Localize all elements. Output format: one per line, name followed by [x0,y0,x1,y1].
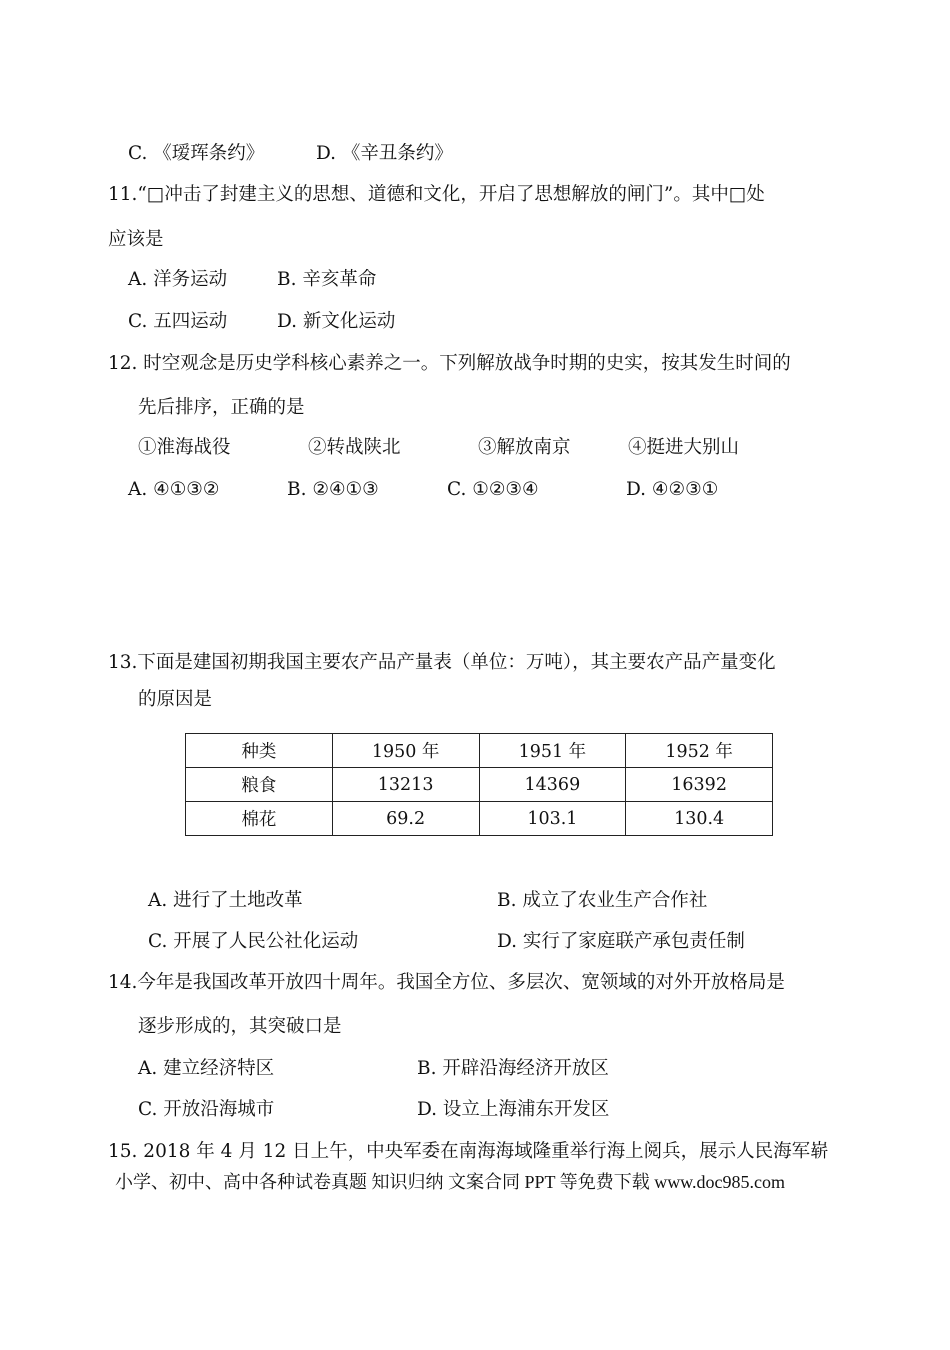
q12-event-2: ②转战陕北 [308,437,401,458]
q13-option-a: A. 进行了土地改革 [148,890,303,911]
q12-option-b: B. ②④①③ [287,479,379,500]
table-header-row [186,734,773,768]
table-cell: 棉花 [186,802,333,836]
table-header-cell: 1952 年 [626,734,773,768]
table-cell: 130.4 [626,802,773,836]
q13-stem-cont: 的原因是 [138,689,213,710]
q14-option-c: C. 开放沿海城市 [138,1099,275,1120]
q11-stem: 11.“□冲击了封建主义的思想、道德和文化，开启了思想解放的闸门”。其中□处 [108,184,765,205]
q14-option-d: D. 设立上海浦东开发区 [417,1099,610,1120]
q13-option-d: D. 实行了家庭联产承包责任制 [497,931,745,952]
q10-option-d: D. 《辛丑条约》 [316,143,453,164]
q12-event-1: ①淮海战役 [138,437,231,458]
q13-stem: 13.下面是建国初期我国主要农产品产量表（单位：万吨），其主要农产品产量变化 [108,652,776,673]
table-row [186,802,773,836]
q10-option-c: C. 《瑷珲条约》 [128,143,265,164]
q11-option-d: D. 新文化运动 [277,311,396,332]
table-header-cell: 1951 年 [479,734,626,768]
table-cell: 13213 [332,768,479,802]
q11-option-a: A. 洋务运动 [128,269,228,290]
q14-stem: 14.今年是我国改革开放四十周年。我国全方位、多层次、宽领域的对外开放格局是 [108,972,785,993]
q12-option-a: A. ④①③② [128,479,220,500]
q11-option-b: B. 辛亥革命 [277,269,377,290]
q12-stem-cont: 先后排序，正确的是 [138,397,305,418]
q13-option-b: B. 成立了农业生产合作社 [497,890,708,911]
table-header-cell: 种类 [186,734,333,768]
q14-stem-cont: 逐步形成的，其突破口是 [138,1016,342,1037]
q12-option-c: C. ①②③④ [447,479,539,500]
q12-event-3: ③解放南京 [478,437,571,458]
table-cell: 69.2 [332,802,479,836]
table-cell: 14369 [479,768,626,802]
page-footer: 小学、初中、高中各种试卷真题 知识归纳 文案合同 PPT 等免费下载 www.doc985.com [115,1172,785,1192]
q14-option-a: A. 建立经济特区 [138,1058,275,1079]
q12-event-4: ④挺进大别山 [628,437,740,458]
q15-stem: 15. 2018 年 4 月 12 日上午，中央军委在南海海域隆重举行海上阅兵，展示人民海军崭 [108,1141,829,1162]
q12-stem: 12. 时空观念是历史学科核心素养之一。下列解放战争时期的史实，按其发生时间的 [108,353,791,374]
q11-option-c: C. 五四运动 [128,311,228,332]
table-cell: 粮食 [186,768,333,802]
q13-production-table [185,733,773,836]
q11-stem-cont: 应该是 [108,229,164,250]
table-cell: 16392 [626,768,773,802]
table-row [186,768,773,802]
table-cell: 103.1 [479,802,626,836]
table-header-cell: 1950 年 [332,734,479,768]
q12-option-d: D. ④②③① [626,479,719,500]
q13-option-c: C. 开展了人民公社化运动 [148,931,359,952]
q14-option-b: B. 开辟沿海经济开放区 [417,1058,609,1079]
